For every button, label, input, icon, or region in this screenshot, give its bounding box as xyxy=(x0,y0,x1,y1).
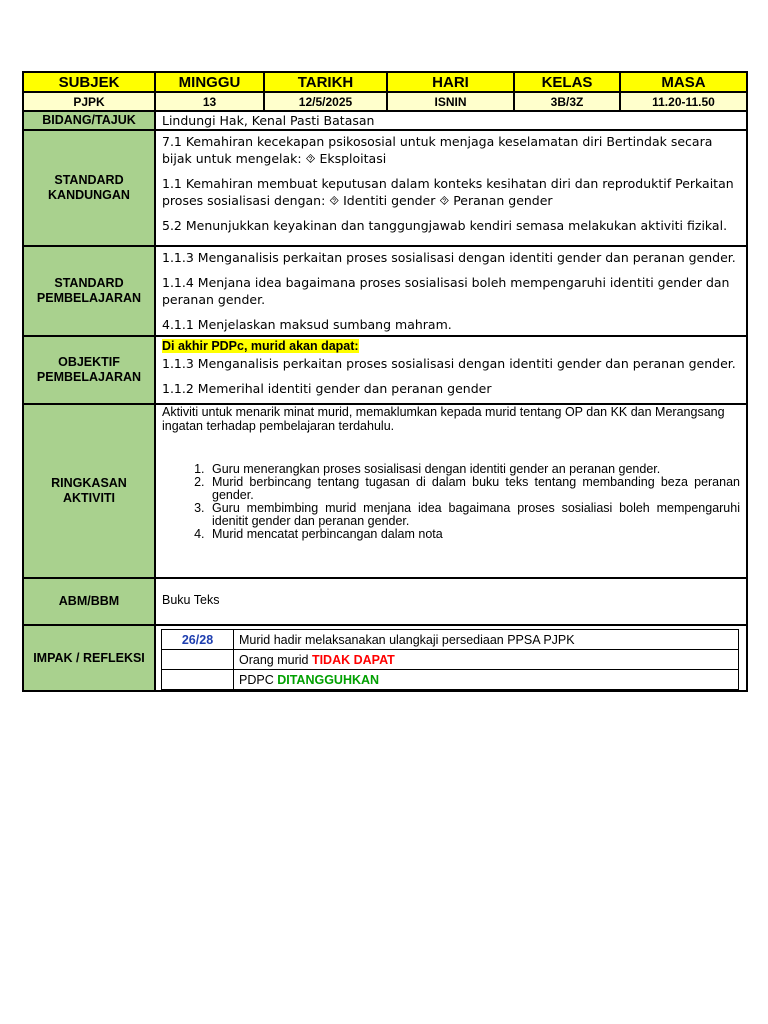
standard-kandungan-content xyxy=(155,130,747,246)
header-masa: MASA xyxy=(620,72,747,92)
value-subjek: PJPK xyxy=(23,92,155,111)
impak-text-2-prefix: Orang murid xyxy=(239,652,312,667)
abm-row xyxy=(23,578,747,625)
ringkasan-row xyxy=(23,404,747,578)
header-minggu: MINGGU xyxy=(155,72,264,92)
value-kelas: 3B/3Z xyxy=(514,92,620,111)
lesson-plan-table xyxy=(22,71,748,692)
standard-pembelajaran-row xyxy=(23,246,747,336)
impak-blank-cell xyxy=(162,650,234,670)
ringkasan-intro: Aktiviti untuk menarik minat murid, memaklumkan kepada murid tentang OP dan KK dan Merangsang ingatan terhadap pembelajaran terdahulu. xyxy=(162,405,725,433)
standard-kandungan-item: 1.1 Kemahiran membuat keputusan dalam konteks kesihatan diri dan reproduktif Perkaitan proses sosialisasi dengan: ⯑ Identiti gender ⯑ Peranan gender xyxy=(162,176,734,208)
header-tarikh: TARIKH xyxy=(264,72,387,92)
impak-table xyxy=(161,629,739,690)
ringkasan-steps xyxy=(162,463,740,541)
impak-text-3-prefix: PDPC xyxy=(239,672,278,687)
ditangguhkan-label: DITANGGUHKAN xyxy=(277,672,380,687)
header-subjek: SUBJEK xyxy=(23,72,155,92)
impak-blank-cell xyxy=(162,670,234,690)
standard-kandungan-item: 5.2 Menunjukkan keyakinan dan tanggungjawab kendiri semasa melakukan aktiviti fizikal. xyxy=(162,218,728,233)
bidang-value: Lindungi Hak, Kenal Pasti Batasan xyxy=(155,111,747,130)
ringkasan-label: RINGKASAN AKTIVITI xyxy=(23,404,155,578)
impak-row xyxy=(23,625,747,691)
impak-text-1: Murid hadir melaksanakan ulangkaji persediaan PPSA PJPK xyxy=(234,630,739,650)
standard-pembelajaran-label: STANDARD PEMBELAJARAN xyxy=(23,246,155,336)
abm-label: ABM/BBM xyxy=(23,578,155,625)
objektif-content xyxy=(155,336,747,404)
objektif-item: 1.1.2 Memerihal identiti gender dan peranan gender xyxy=(162,381,492,396)
header-hari: HARI xyxy=(387,72,514,92)
objektif-label: OBJEKTIF PEMBELAJARAN xyxy=(23,336,155,404)
header-kelas: KELAS xyxy=(514,72,620,92)
standard-kandungan-label: STANDARD KANDUNGAN xyxy=(23,130,155,246)
tidak-dapat-label: TIDAK DAPAT xyxy=(311,652,395,667)
abm-value: Buku Teks xyxy=(155,578,747,625)
ringkasan-step: 1. Guru menerangkan proses sosialisasi dengan identiti gender an peranan gender. xyxy=(208,463,740,476)
ringkasan-content xyxy=(155,404,747,578)
standard-pembelajaran-item: 1.1.3 Menganalisis perkaitan proses sosialisasi dengan identiti gender dan peranan gender. xyxy=(162,250,736,265)
objektif-intro: Di akhir PDPc, murid akan dapat: xyxy=(162,339,359,353)
ringkasan-step: 3. Guru membimbing murid menjana idea bagaimana proses sosialiasi boleh mempengaruhi idenitit gender dan peranan gender. xyxy=(208,502,740,528)
standard-kandungan-item: 7.1 Kemahiran kecekapan psikososial untuk menjaga keselamatan diri Bertindak secara bijak untuk mengelak: ⯑ Eksploitasi xyxy=(162,134,713,166)
impak-text-2 xyxy=(234,650,739,670)
standard-pembelajaran-content xyxy=(155,246,747,336)
standard-kandungan-row xyxy=(23,130,747,246)
objektif-item: 1.1.3 Menganalisis perkaitan proses sosialisasi dengan identiti gender dan peranan gender. xyxy=(162,356,736,371)
impak-row-1 xyxy=(162,630,739,650)
values-row xyxy=(23,92,747,111)
standard-pembelajaran-item: 4.1.1 Menjelaskan maksud sumbang mahram. xyxy=(162,317,452,332)
impak-row-3 xyxy=(162,670,739,690)
value-minggu: 13 xyxy=(155,92,264,111)
impak-row-2 xyxy=(162,650,739,670)
bidang-row xyxy=(23,111,747,130)
standard-pembelajaran-item: 1.1.4 Menjana idea bagaimana proses sosialisasi boleh mempengaruhi identiti gender dan peranan gender. xyxy=(162,275,730,307)
impak-label: IMPAK / REFLEKSI xyxy=(23,625,155,691)
ringkasan-step: 4. Murid mencatat perbincangan dalam nota xyxy=(208,528,740,541)
lesson-plan-sheet xyxy=(22,71,746,692)
impak-text-3 xyxy=(234,670,739,690)
objektif-row xyxy=(23,336,747,404)
header-row xyxy=(23,72,747,92)
ringkasan-step: 2. Murid berbincang tentang tugasan di dalam buku teks tentang membanding beza peranan gender. xyxy=(208,476,740,502)
bidang-label: BIDANG/TAJUK xyxy=(23,111,155,130)
value-masa: 11.20-11.50 xyxy=(620,92,747,111)
attendance-count: 26/28 xyxy=(162,630,234,650)
value-hari: ISNIN xyxy=(387,92,514,111)
impak-content xyxy=(155,625,747,691)
value-tarikh: 12/5/2025 xyxy=(264,92,387,111)
